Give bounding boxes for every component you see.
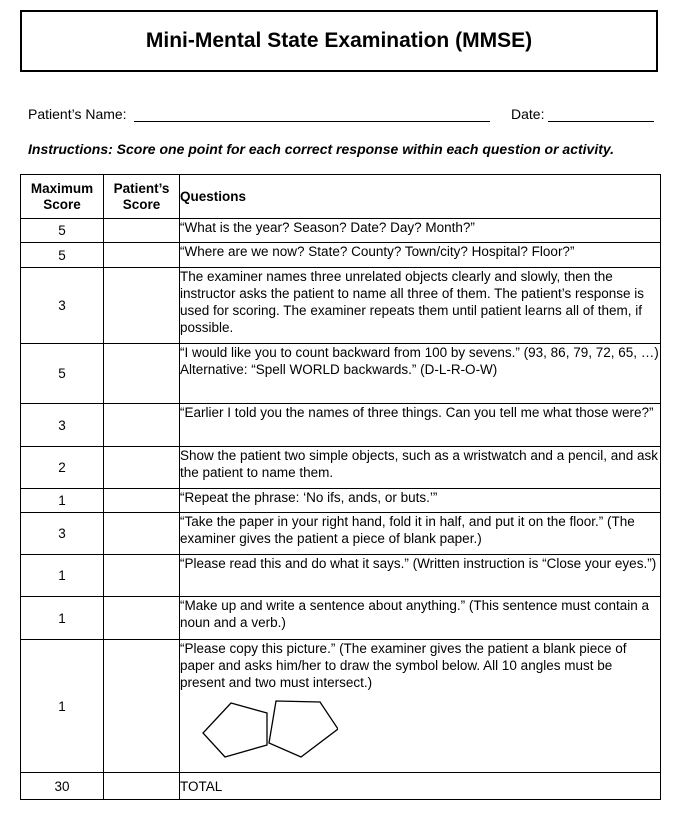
max-score-cell: 1	[21, 640, 104, 773]
table-row	[21, 447, 661, 489]
patient-score-cell[interactable]	[104, 513, 180, 555]
patient-info-row	[28, 106, 654, 126]
question-cell: “Where are we now? State? County? Town/city? Hospital? Floor?”	[180, 243, 661, 268]
question-cell: “Make up and write a sentence about anything.” (This sentence must contain a noun and a verb.)	[180, 597, 661, 640]
table-row	[21, 640, 661, 773]
pentagon-right	[269, 701, 338, 757]
patient-score-cell[interactable]	[104, 268, 180, 344]
patient-score-cell[interactable]	[104, 597, 180, 640]
question-text: “Please copy this picture.” (The examiner gives the patient a blank piece of paper and asks him/her to draw the symbol below. All 10 angles must be present and two must intersect.)	[180, 641, 627, 690]
question-alternative: Alternative: “Spell WORLD backwards.” (D-L-R-O-W)	[180, 362, 498, 377]
question-cell	[180, 640, 661, 773]
patient-score-cell[interactable]	[104, 344, 180, 404]
patient-score-cell[interactable]	[104, 489, 180, 513]
max-score-cell: 2	[21, 447, 104, 489]
patient-score-cell[interactable]	[104, 243, 180, 268]
question-cell: The examiner names three unrelated objects clearly and slowly, then the instructor asks the patient to name all three of them. The patient’s response is used for scoring. The examiner repeats them until patient learns all of them, if possible.	[180, 268, 661, 344]
date-label: Date:	[511, 106, 545, 122]
patient-name-field[interactable]	[134, 121, 490, 122]
question-cell: “Take the paper in your right hand, fold it in half, and put it on the floor.” (The examiner gives the patient a piece of blank paper.)	[180, 513, 661, 555]
total-patient-score-cell[interactable]	[104, 773, 180, 800]
max-score-cell: 1	[21, 555, 104, 597]
question-cell	[180, 344, 661, 404]
table-row	[21, 344, 661, 404]
table-row	[21, 268, 661, 344]
header-questions: Questions	[180, 175, 661, 219]
pentagon-left	[203, 703, 267, 757]
table-row	[21, 489, 661, 513]
total-max-score-cell: 30	[21, 773, 104, 800]
max-score-cell: 5	[21, 344, 104, 404]
question-cell: “What is the year? Season? Date? Day? Month?”	[180, 219, 661, 243]
title-box	[20, 10, 658, 72]
table-total-row	[21, 773, 661, 800]
table-row	[21, 597, 661, 640]
table-row	[21, 243, 661, 268]
patient-score-cell[interactable]	[104, 640, 180, 773]
table-header-row	[21, 175, 661, 219]
max-score-cell: 3	[21, 513, 104, 555]
max-score-cell: 5	[21, 219, 104, 243]
patient-score-cell[interactable]	[104, 404, 180, 447]
date-field[interactable]	[548, 121, 654, 122]
patient-score-cell[interactable]	[104, 447, 180, 489]
header-patient-score: Patient’s Score	[104, 175, 180, 219]
header-max-score: Maximum Score	[21, 175, 104, 219]
instructions: Instructions: Score one point for each correct response within each question or activity.	[28, 141, 615, 157]
patient-score-cell[interactable]	[104, 555, 180, 597]
patient-score-cell[interactable]	[104, 219, 180, 243]
table-row	[21, 555, 661, 597]
max-score-cell: 5	[21, 243, 104, 268]
max-score-cell: 3	[21, 268, 104, 344]
patient-name-label: Patient’s Name:	[28, 106, 127, 122]
table-row	[21, 404, 661, 447]
total-label: TOTAL	[180, 773, 661, 800]
max-score-cell: 1	[21, 489, 104, 513]
table-row	[21, 513, 661, 555]
question-text: “I would like you to count backward from 100 by sevens.” (93, 86, 79, 72, 65, …)	[180, 345, 659, 360]
question-cell: “Please read this and do what it says.” (Written instruction is “Close your eyes.”)	[180, 555, 661, 597]
intersecting-pentagons-figure	[198, 699, 338, 761]
max-score-cell: 3	[21, 404, 104, 447]
page-title: Mini-Mental State Examination (MMSE)	[145, 29, 533, 52]
table-row	[21, 219, 661, 243]
mmse-table	[20, 174, 661, 800]
max-score-cell: 1	[21, 597, 104, 640]
question-cell: Show the patient two simple objects, such as a wristwatch and a pencil, and ask the patient to name them.	[180, 447, 661, 489]
question-cell: “Repeat the phrase: ‘No ifs, ands, or buts.’”	[180, 489, 661, 513]
question-cell: “Earlier I told you the names of three things. Can you tell me what those were?”	[180, 404, 661, 447]
